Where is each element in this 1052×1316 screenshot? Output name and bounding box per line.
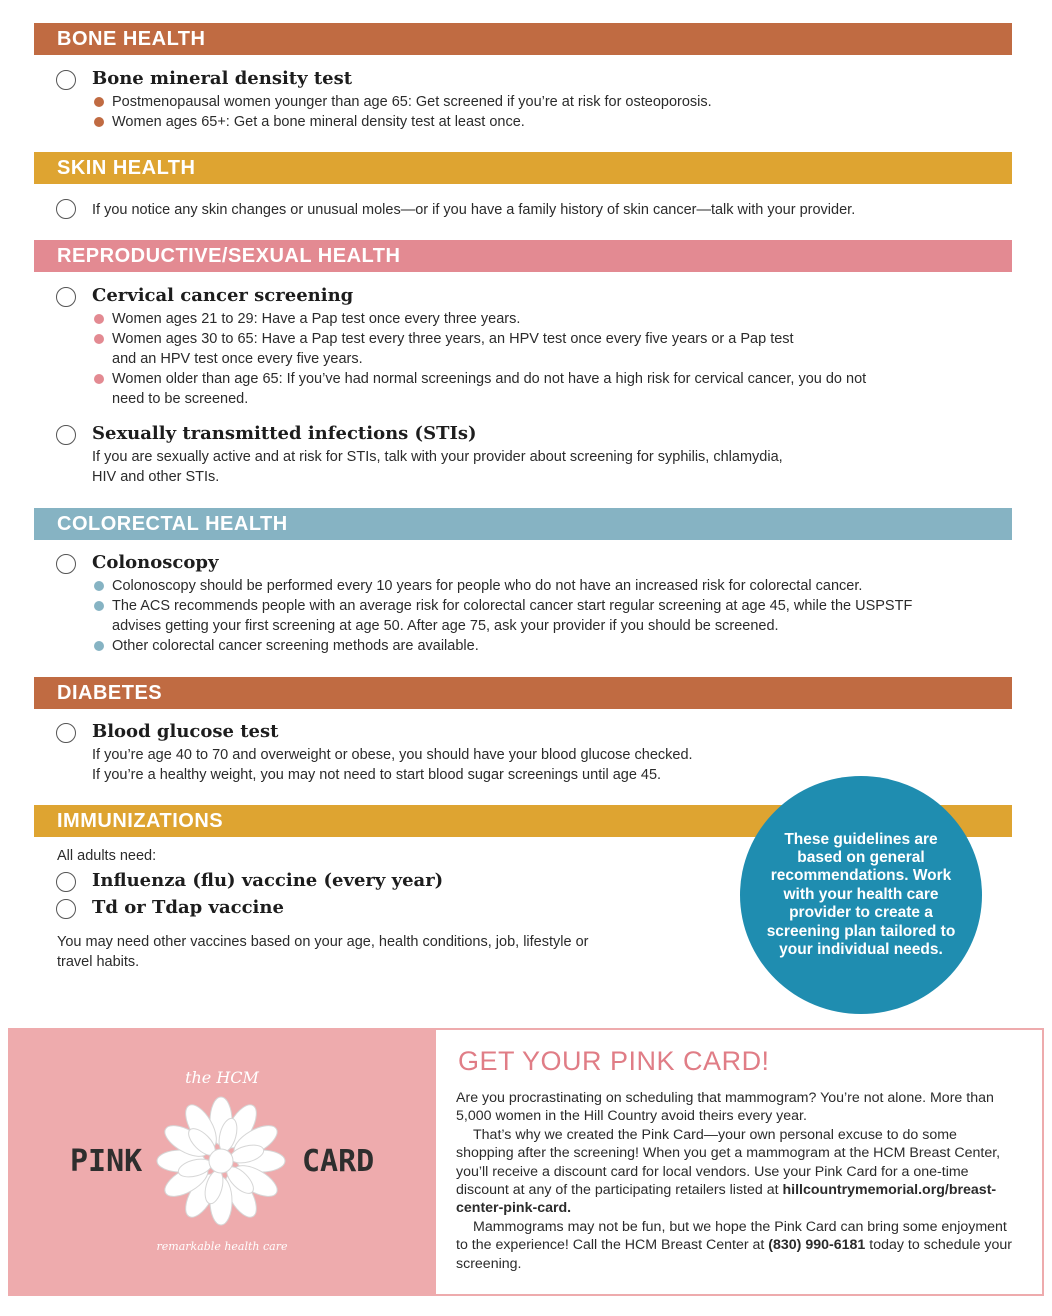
bullet-dot-icon xyxy=(94,117,104,127)
cervical-bullet-list xyxy=(92,309,866,409)
pink-card-body xyxy=(456,1089,1016,1273)
bone-bullet-list xyxy=(92,92,712,132)
colorectal-bullet-list xyxy=(92,576,912,656)
pink-card-heading: GET YOUR PINK CARD! xyxy=(458,1046,770,1076)
checkbox-flu-vaccine[interactable] xyxy=(56,872,76,892)
list-item: Women ages 65+: Get a bone mineral density test at least once. xyxy=(92,112,712,132)
list-item: Women ages 21 to 29: Have a Pap test once every three years. xyxy=(92,309,866,329)
bullet-dot-icon xyxy=(94,641,104,651)
pink-card-link[interactable]: hillcountrymemorial.org/breast-center-pink-card. xyxy=(456,1182,997,1217)
logo-the-hcm: the HCM xyxy=(185,1068,259,1087)
checkbox-sti[interactable] xyxy=(56,425,76,445)
item-title-cervical: Cervical cancer screening xyxy=(92,285,354,306)
pink-card-paragraph-1: Are you procrastinating on scheduling that mammogram? You’re not alone. More than 5,000 women in the Hill Country avoid theirs every year. xyxy=(456,1090,994,1125)
list-item-continued: and an HPV test once every five years. xyxy=(112,351,363,367)
immunizations-note-line-2: travel habits. xyxy=(57,954,140,970)
list-item: Women older than age 65: If you’ve had normal screenings and do not have a high risk for cervical cancer, you do not xyxy=(92,369,866,389)
logo-card-word: CARD xyxy=(302,1144,375,1179)
section-header-diabetes: DIABETES xyxy=(34,677,1012,709)
logo-tagline: remarkable health care xyxy=(156,1240,288,1253)
pink-card-paragraph-2: That’s why we created the Pink Card—your own personal excuse to do some shopping after the screening! When you get a mammogram at the HCM Breast Center, you’ll receive a discount card for local vendors. Use your Pink Card for a one-time discount at any of the participating retailers listed at hillcountrymemorial.org/breast-center-pink-card. xyxy=(456,1126,1001,1217)
logo-pink-word: PINK xyxy=(70,1144,143,1179)
sti-text-line-1: If you are sexually active and at risk for STIs, talk with your provider about screening for syphilis, chlamydia, xyxy=(92,449,783,465)
item-title-flu-vaccine: Influenza (flu) vaccine (every year) xyxy=(92,870,444,891)
bullet-dot-icon xyxy=(94,314,104,324)
checkbox-blood-glucose[interactable] xyxy=(56,723,76,743)
item-title-tdap-vaccine: Td or Tdap vaccine xyxy=(92,897,284,918)
list-item-continued: advises getting your first screening at age 50. After age 75, ask your provider if you should be screened. xyxy=(112,618,779,634)
bullet-dot-icon xyxy=(94,334,104,344)
immunizations-note-line-1: You may need other vaccines based on your age, health conditions, job, lifestyle or xyxy=(57,934,589,950)
bullet-dot-icon xyxy=(94,581,104,591)
item-title-sti: Sexually transmitted infections (STIs) xyxy=(92,423,477,444)
list-item: The ACS recommends people with an average risk for colorectal cancer start regular screening at age 45, while the USPSTF xyxy=(92,596,912,616)
item-title-bone-density: Bone mineral density test xyxy=(92,68,353,89)
list-item-continued: need to be screened. xyxy=(112,391,249,407)
sti-text-line-2: HIV and other STIs. xyxy=(92,469,220,485)
guidelines-bubble xyxy=(740,776,982,1014)
bullet-dot-icon xyxy=(94,97,104,107)
flower-icon xyxy=(156,1096,286,1226)
checkbox-colonoscopy[interactable] xyxy=(56,554,76,574)
checkbox-cervical[interactable] xyxy=(56,287,76,307)
section-header-colorectal-health: COLORECTAL HEALTH xyxy=(34,508,1012,540)
list-item: Postmenopausal women younger than age 65: Get screened if you’re at risk for osteoporosis. xyxy=(92,92,712,112)
section-header-bone-health: BONE HEALTH xyxy=(34,23,1012,55)
immunizations-intro: All adults need: xyxy=(57,848,157,864)
bullet-dot-icon xyxy=(94,374,104,384)
list-item: Colonoscopy should be performed every 10 years for people who do not have an increased risk for colorectal cancer. xyxy=(92,576,912,596)
guidelines-bubble-text: These guidelines are based on general recommendations. Work with your health care provider to create a screening plan tailored to your individual needs. xyxy=(766,830,956,959)
list-item: Other colorectal cancer screening methods are available. xyxy=(92,636,912,656)
bullet-dot-icon xyxy=(94,601,104,611)
section-header-immunizations: IMMUNIZATIONS xyxy=(34,805,1012,837)
checkbox-tdap-vaccine[interactable] xyxy=(56,899,76,919)
diabetes-text-line-2: If you’re a healthy weight, you may not need to start blood sugar screenings until age 45. xyxy=(92,767,662,783)
checkbox-bone-density[interactable] xyxy=(56,70,76,90)
section-header-reproductive-health: REPRODUCTIVE/SEXUAL HEALTH xyxy=(34,240,1012,272)
item-title-colonoscopy: Colonoscopy xyxy=(92,552,219,573)
skin-text: If you notice any skin changes or unusual moles—or if you have a family history of skin cancer—talk with your provider. xyxy=(92,202,856,218)
list-item: Women ages 30 to 65: Have a Pap test every three years, an HPV test once every five years or a Pap test xyxy=(92,329,866,349)
pink-card-phone[interactable]: (830) 990-6181 xyxy=(768,1237,866,1254)
item-title-blood-glucose: Blood glucose test xyxy=(92,721,279,742)
checkbox-skin[interactable] xyxy=(56,199,76,219)
section-header-skin-health: SKIN HEALTH xyxy=(34,152,1012,184)
pink-card-logo-panel xyxy=(8,1028,436,1296)
pink-card-paragraph-3: Mammograms may not be fun, but we hope the Pink Card can bring some enjoyment to the experience! Call the HCM Breast Center at (830) 990-6181 today to schedule your screening. xyxy=(456,1218,1013,1272)
diabetes-text-line-1: If you’re age 40 to 70 and overweight or obese, you should have your blood glucose checked. xyxy=(92,747,693,763)
